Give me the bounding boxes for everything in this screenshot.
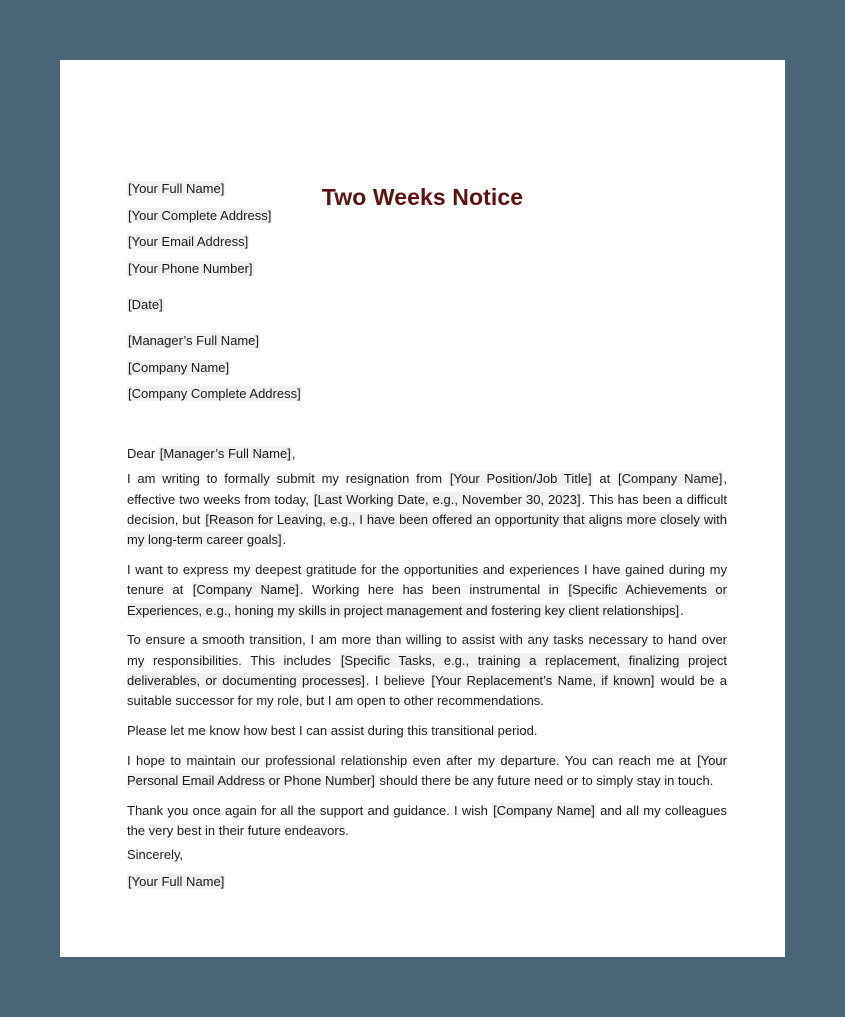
signature-name: [Your Full Name] bbox=[128, 873, 225, 889]
recipient-manager-name: [Manager’s Full Name] bbox=[128, 333, 260, 348]
recipient-block bbox=[127, 328, 727, 408]
sender-address: [Your Complete Address] bbox=[128, 207, 272, 223]
closing-block bbox=[127, 842, 225, 895]
sender-email: [Your Email Address] bbox=[128, 234, 249, 249]
paragraph-transition: To ensure a smooth transition, I am more than willing to assist with any tasks necessary to hand over my responsibilities. This includes [Specific Tasks, e.g., training a replacement, finalizing project deliverables, or documenting processes]. I believe [Your Replacement’s Name, if known] would be a suitable successor for my role, but I am open to other recommendations. bbox=[127, 632, 727, 709]
letter-body bbox=[127, 444, 727, 851]
paragraph-relationship: I hope to maintain our professional relationship even after my departure. You can reach me at [Your Personal Email Address or Phone Number] should there be any future need or to simply stay in touch. bbox=[127, 752, 727, 789]
letter-date: [Date] bbox=[128, 297, 163, 312]
letter-page bbox=[60, 60, 785, 957]
paragraph-assist: Please let me know how best I can assist during this transitional period. bbox=[127, 723, 538, 739]
sender-block bbox=[127, 176, 727, 282]
sender-phone: [Your Phone Number] bbox=[128, 260, 253, 276]
paragraph-resignation: I am writing to formally submit my resignation from [Your Position/Job Title] at [Company Name], effective two weeks from today, [Last Working Date, e.g., November 30, 2023]. This has been a difficult decision, but [Reason for Leaving, e.g., I have been offered an opportunity that aligns more closely with my long-term career goals]. bbox=[127, 471, 728, 548]
date-block bbox=[127, 292, 727, 319]
paragraph-thanks: Thank you once again for all the support and guidance. I wish [Company Name] and all my colleagues the very best in their future endeavors. bbox=[127, 802, 727, 839]
sender-name: [Your Full Name] bbox=[128, 181, 225, 196]
valediction: Sincerely, bbox=[127, 847, 184, 862]
recipient-company-name: [Company Name] bbox=[128, 359, 230, 375]
paragraph-gratitude: I want to express my deepest gratitude for the opportunities and experiences I have gained during my tenure at [Company Name]. Working here has been instrumental in [Specific Achievements or Experiences, e.g., honing my skills in project management and fostering key client relationships]. bbox=[127, 561, 727, 618]
document-title: Two Weeks Notice bbox=[321, 184, 524, 210]
salutation: Dear [Manager’s Full Name], bbox=[127, 446, 296, 461]
recipient-company-address: [Company Complete Address] bbox=[128, 386, 301, 401]
